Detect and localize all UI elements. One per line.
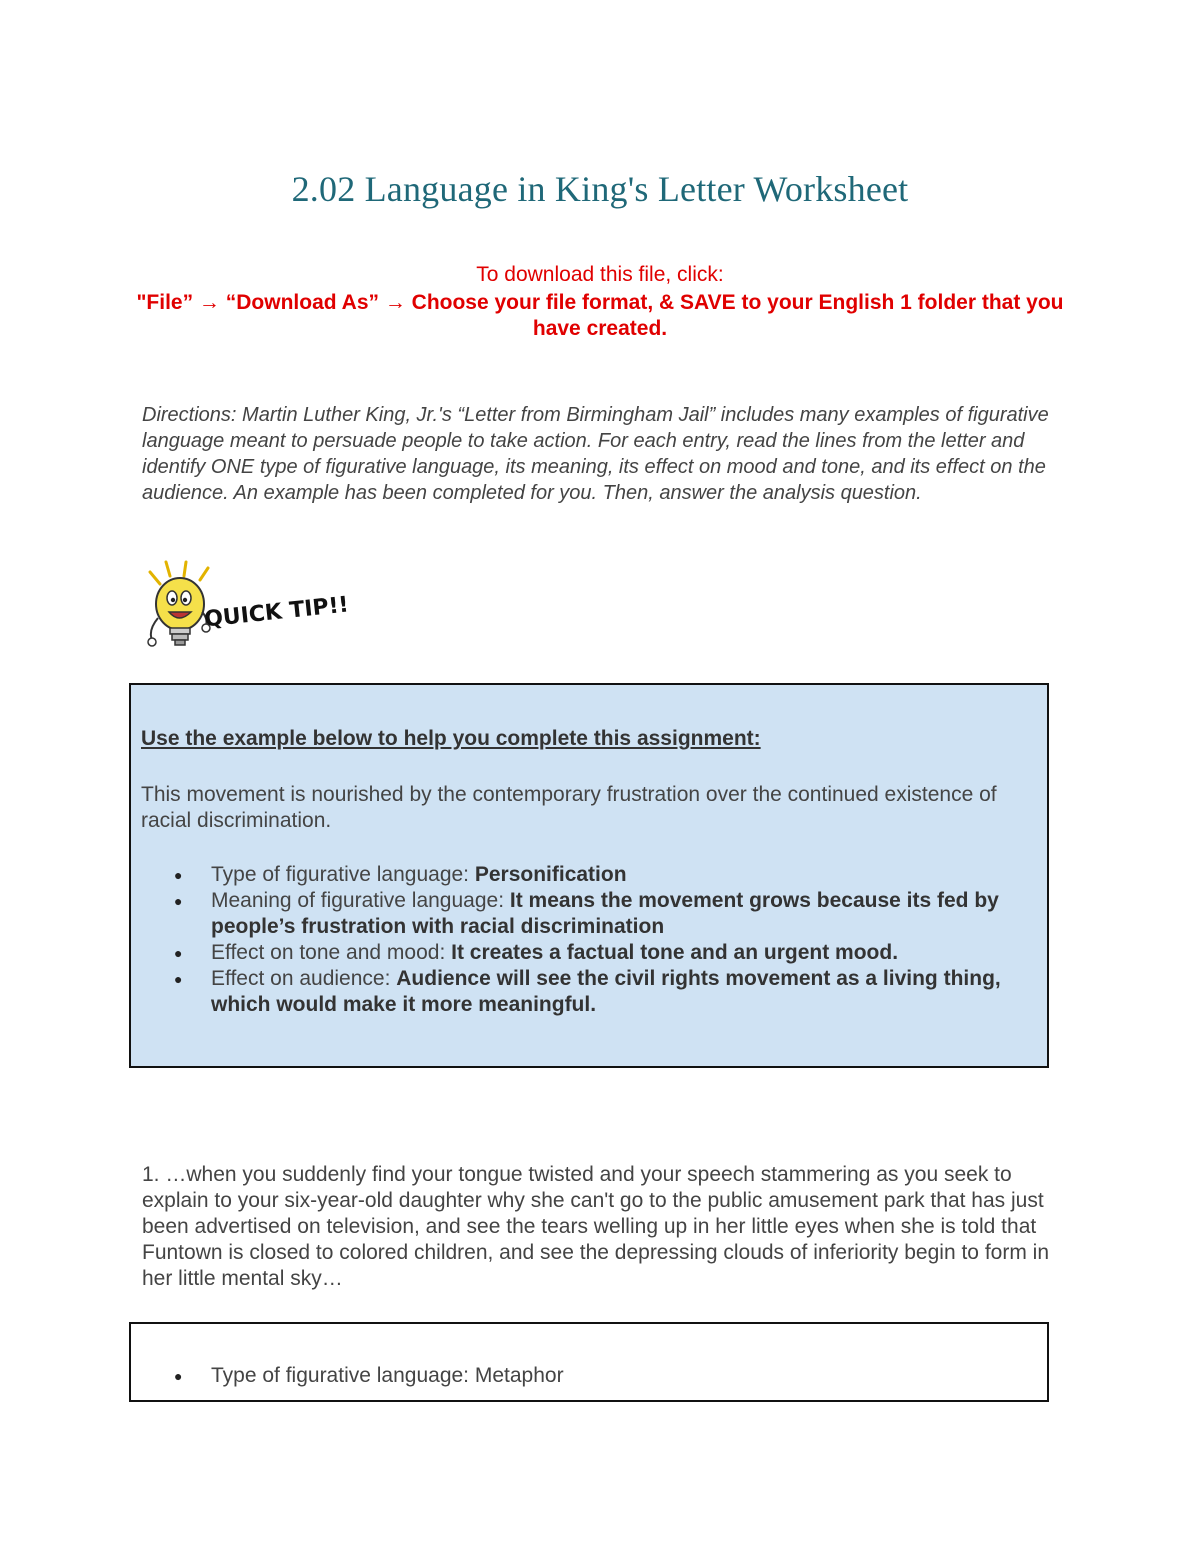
item-answer: Personification xyxy=(474,863,627,886)
item-label: Type of figurative language: xyxy=(211,863,475,886)
quick-tip-label: QUICK TIP!! xyxy=(203,592,350,633)
question-1-passage: 1. …when you suddenly find your tongue twisted and your speech stammering as you seek to explain to your six-year-old daughter why she can't go to the public amusement park that has just been advertised on television, and see the tears welling up in her little eyes when she is told that Funtown is closed to colored children, and see the depressing clouds of inferiority begin to form in her little mental sky… xyxy=(142,1163,1049,1290)
example-list xyxy=(141,862,1036,1018)
item-label: Effect on audience: xyxy=(211,967,397,990)
download-instructions-intro: To download this file, click: xyxy=(476,263,724,286)
example-box xyxy=(129,683,1049,1068)
item-answer: It means the movement grows because its fed by people’s frustration with racial discrimination xyxy=(211,889,999,938)
quick-tip-graphic xyxy=(142,560,350,655)
list-item[interactable] xyxy=(141,1363,1036,1389)
item-answer: It creates a factual tone and an urgent mood. xyxy=(451,941,899,964)
item-label: Type of figurative language: Metaphor xyxy=(211,1364,564,1387)
answer-box-1[interactable] xyxy=(129,1322,1049,1402)
list-item xyxy=(141,966,1036,1018)
item-label: Meaning of figurative language: xyxy=(211,889,510,912)
list-item xyxy=(141,862,1036,888)
download-instructions-steps: "File” → “Download As” → Choose your file format, & SAVE to your English 1 folder that you have created. xyxy=(136,291,1064,340)
list-item xyxy=(141,940,1036,966)
list-item xyxy=(141,888,1036,940)
example-quote: This movement is nourished by the contemporary frustration over the continued existence of racial discrimination. xyxy=(141,783,997,832)
directions-text: Directions: Martin Luther King, Jr.'s “Letter from Birmingham Jail” includes many examples of figurative language meant to persuade people to take action. For each entry, read the lines from the letter and identify ONE type of figurative language, its meaning, its effect on mood and tone, and its effect on the audience. An example has been completed for you. Then, answer the analysis question. xyxy=(142,404,1049,504)
item-label: Effect on tone and mood: xyxy=(211,941,452,964)
page-title: 2.02 Language in King's Letter Worksheet xyxy=(291,169,909,209)
item-answer: Audience will see the civil rights movement as a living thing, which would make it more meaningful. xyxy=(211,967,1001,1016)
answer-list xyxy=(141,1363,1036,1389)
example-heading: Use the example below to help you complete this assignment: xyxy=(141,727,761,750)
